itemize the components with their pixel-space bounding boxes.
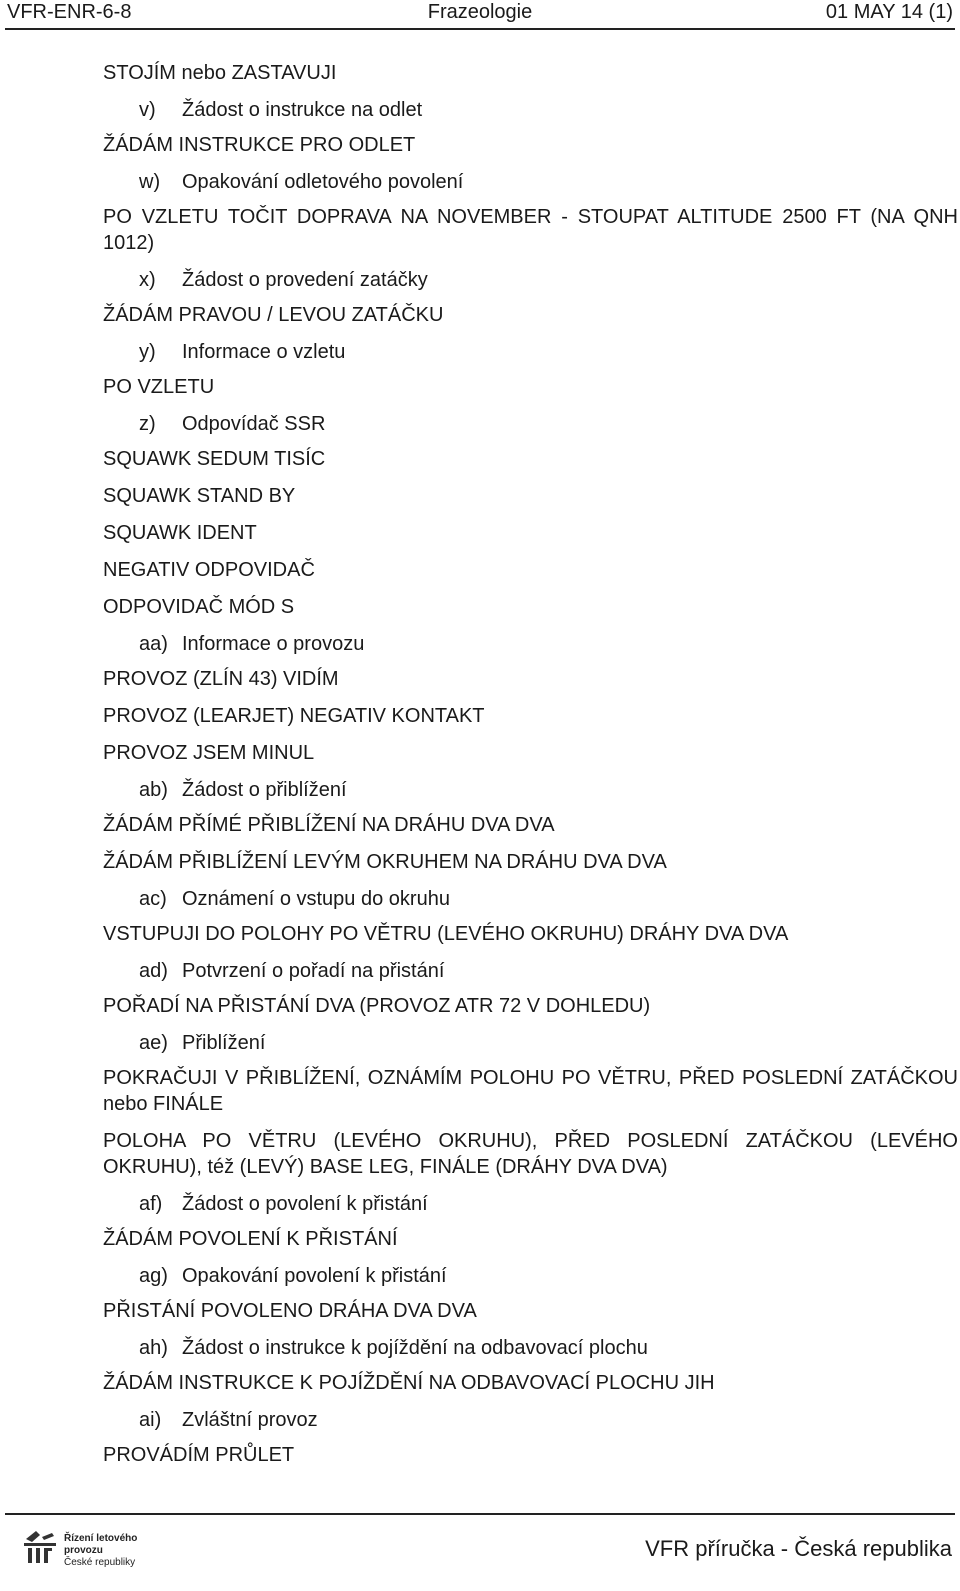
logo-text bbox=[64, 1533, 172, 1569]
item-label: ac) bbox=[139, 888, 167, 910]
phrase-line: POLOHA PO VĚTRU (LEVÉHO OKRUHU), PŘED POSLEDNÍ ZATÁČKOU (LEVÉHO OKRUHU), též (LEVÝ) BASE LEG, FINÁLE (DRÁHY DVA DVA) bbox=[103, 1130, 958, 1178]
phrase-line: SQUAWK IDENT bbox=[103, 522, 257, 544]
phrase-description bbox=[139, 339, 958, 365]
logo-mark-icon bbox=[22, 1527, 58, 1565]
phrase-description bbox=[139, 1263, 958, 1289]
phrase-line: ŽÁDÁM PRAVOU / LEVOU ZATÁČKU bbox=[103, 304, 444, 326]
phrase-line: SQUAWK SEDUM TISÍC bbox=[103, 448, 326, 470]
item-text: Žádost o instrukce na odlet bbox=[182, 99, 423, 121]
header-divider bbox=[5, 28, 955, 30]
item-label: ad) bbox=[139, 960, 168, 982]
phrase-description bbox=[139, 97, 958, 123]
phraseology-list bbox=[103, 60, 958, 1479]
phrase-description bbox=[139, 169, 958, 195]
phrase-line: POŘADÍ NA PŘISTÁNÍ DVA (PROVOZ ATR 72 V DOHLEDU) bbox=[103, 995, 651, 1017]
item-label: v) bbox=[139, 99, 156, 121]
item-text: Informace o provozu bbox=[182, 633, 365, 655]
item-text: Oznámení o vstupu do okruhu bbox=[182, 888, 450, 910]
phrase-line: PROVOZ (ZLÍN 43) VIDÍM bbox=[103, 668, 339, 690]
item-label: ah) bbox=[139, 1337, 168, 1359]
phrase-line: STOJÍM nebo ZASTAVUJI bbox=[103, 62, 337, 84]
logo-line-1: Řízení letového provozu bbox=[64, 1533, 138, 1556]
item-label: z) bbox=[139, 413, 156, 435]
phrase-description bbox=[139, 1191, 958, 1217]
phrase-description bbox=[139, 1335, 958, 1361]
ansp-logo bbox=[22, 1527, 172, 1567]
publication-title: VFR příručka - Česká republika bbox=[645, 1536, 952, 1561]
item-label: ai) bbox=[139, 1409, 162, 1431]
phrase-line: PROVOZ (LEARJET) NEGATIV KONTAKT bbox=[103, 705, 485, 727]
section-title: Frazeologie bbox=[427, 1, 533, 23]
page-header bbox=[0, 0, 960, 26]
phrase-line: ŽÁDÁM POVOLENÍ K PŘISTÁNÍ bbox=[103, 1228, 398, 1250]
phrase-line: PO VZLETU bbox=[103, 376, 215, 398]
phrase-description bbox=[139, 411, 958, 437]
phrase-line: PŘISTÁNÍ POVOLENO DRÁHA DVA DVA bbox=[103, 1300, 477, 1322]
item-label: ag) bbox=[139, 1265, 168, 1287]
phrase-description bbox=[139, 1407, 958, 1433]
item-label: af) bbox=[139, 1193, 163, 1215]
item-text: Odpovídač SSR bbox=[182, 413, 326, 435]
item-text: Žádost o přiblížení bbox=[182, 779, 347, 801]
item-label: x) bbox=[139, 269, 156, 291]
phrase-line: ŽÁDÁM PŘÍMÉ PŘIBLÍŽENÍ NA DRÁHU DVA DVA bbox=[103, 814, 555, 836]
phrase-line: POKRAČUJI V PŘIBLÍŽENÍ, OZNÁMÍM POLOHU PO VĚTRU, PŘED POSLEDNÍ ZATÁČKOU nebo FINÁLE bbox=[103, 1067, 958, 1115]
phrase-description bbox=[139, 1030, 958, 1056]
phrase-line: PROVOZ JSEM MINUL bbox=[103, 742, 315, 764]
phrase-line: SQUAWK STAND BY bbox=[103, 485, 296, 507]
item-text: Žádost o instrukce k pojíždění na odbavovací plochu bbox=[182, 1337, 648, 1359]
item-text: Přiblížení bbox=[182, 1032, 266, 1054]
phrase-line: ŽÁDÁM INSTRUKCE PRO ODLET bbox=[103, 134, 416, 156]
phrase-description bbox=[139, 777, 958, 803]
footer-divider bbox=[5, 1513, 955, 1515]
item-text: Potvrzení o pořadí na přistání bbox=[182, 960, 445, 982]
phrase-line: ODPOVIDAČ MÓD S bbox=[103, 596, 295, 618]
phrase-line: NEGATIV ODPOVIDAČ bbox=[103, 559, 315, 581]
item-text: Zvláštní provoz bbox=[182, 1409, 318, 1431]
document-code: VFR-ENR-6-8 bbox=[7, 1, 132, 23]
phrase-description bbox=[139, 886, 958, 912]
item-label: ae) bbox=[139, 1032, 168, 1054]
revision-date: 01 MAY 14 (1) bbox=[825, 1, 953, 23]
phrase-line: ŽÁDÁM INSTRUKCE K POJÍŽDĚNÍ NA ODBAVOVACÍ PLOCHU JIH bbox=[103, 1372, 715, 1394]
item-label: w) bbox=[139, 171, 161, 193]
phrase-line: PROVÁDÍM PRŮLET bbox=[103, 1444, 295, 1466]
item-text: Opakování povolení k přistání bbox=[182, 1265, 447, 1287]
logo-line-2: České republiky bbox=[64, 1557, 136, 1568]
item-label: aa) bbox=[139, 633, 168, 655]
item-label: y) bbox=[139, 341, 156, 363]
phrase-description bbox=[139, 631, 958, 657]
phrase-description bbox=[139, 958, 958, 984]
item-text: Žádost o povolení k přistání bbox=[182, 1193, 428, 1215]
item-label: ab) bbox=[139, 779, 168, 801]
item-text: Opakování odletového povolení bbox=[182, 171, 464, 193]
phrase-line: VSTUPUJI DO POLOHY PO VĚTRU (LEVÉHO OKRUHU) DRÁHY DVA DVA bbox=[103, 923, 789, 945]
phrase-description bbox=[139, 267, 958, 293]
phrase-line: ŽÁDÁM PŘIBLÍŽENÍ LEVÝM OKRUHEM NA DRÁHU DVA DVA bbox=[103, 851, 667, 873]
item-text: Žádost o provedení zatáčky bbox=[182, 269, 428, 291]
phrase-line: PO VZLETU TOČIT DOPRAVA NA NOVEMBER - STOUPAT ALTITUDE 2500 FT (NA QNH 1012) bbox=[103, 206, 958, 254]
item-text: Informace o vzletu bbox=[182, 341, 346, 363]
